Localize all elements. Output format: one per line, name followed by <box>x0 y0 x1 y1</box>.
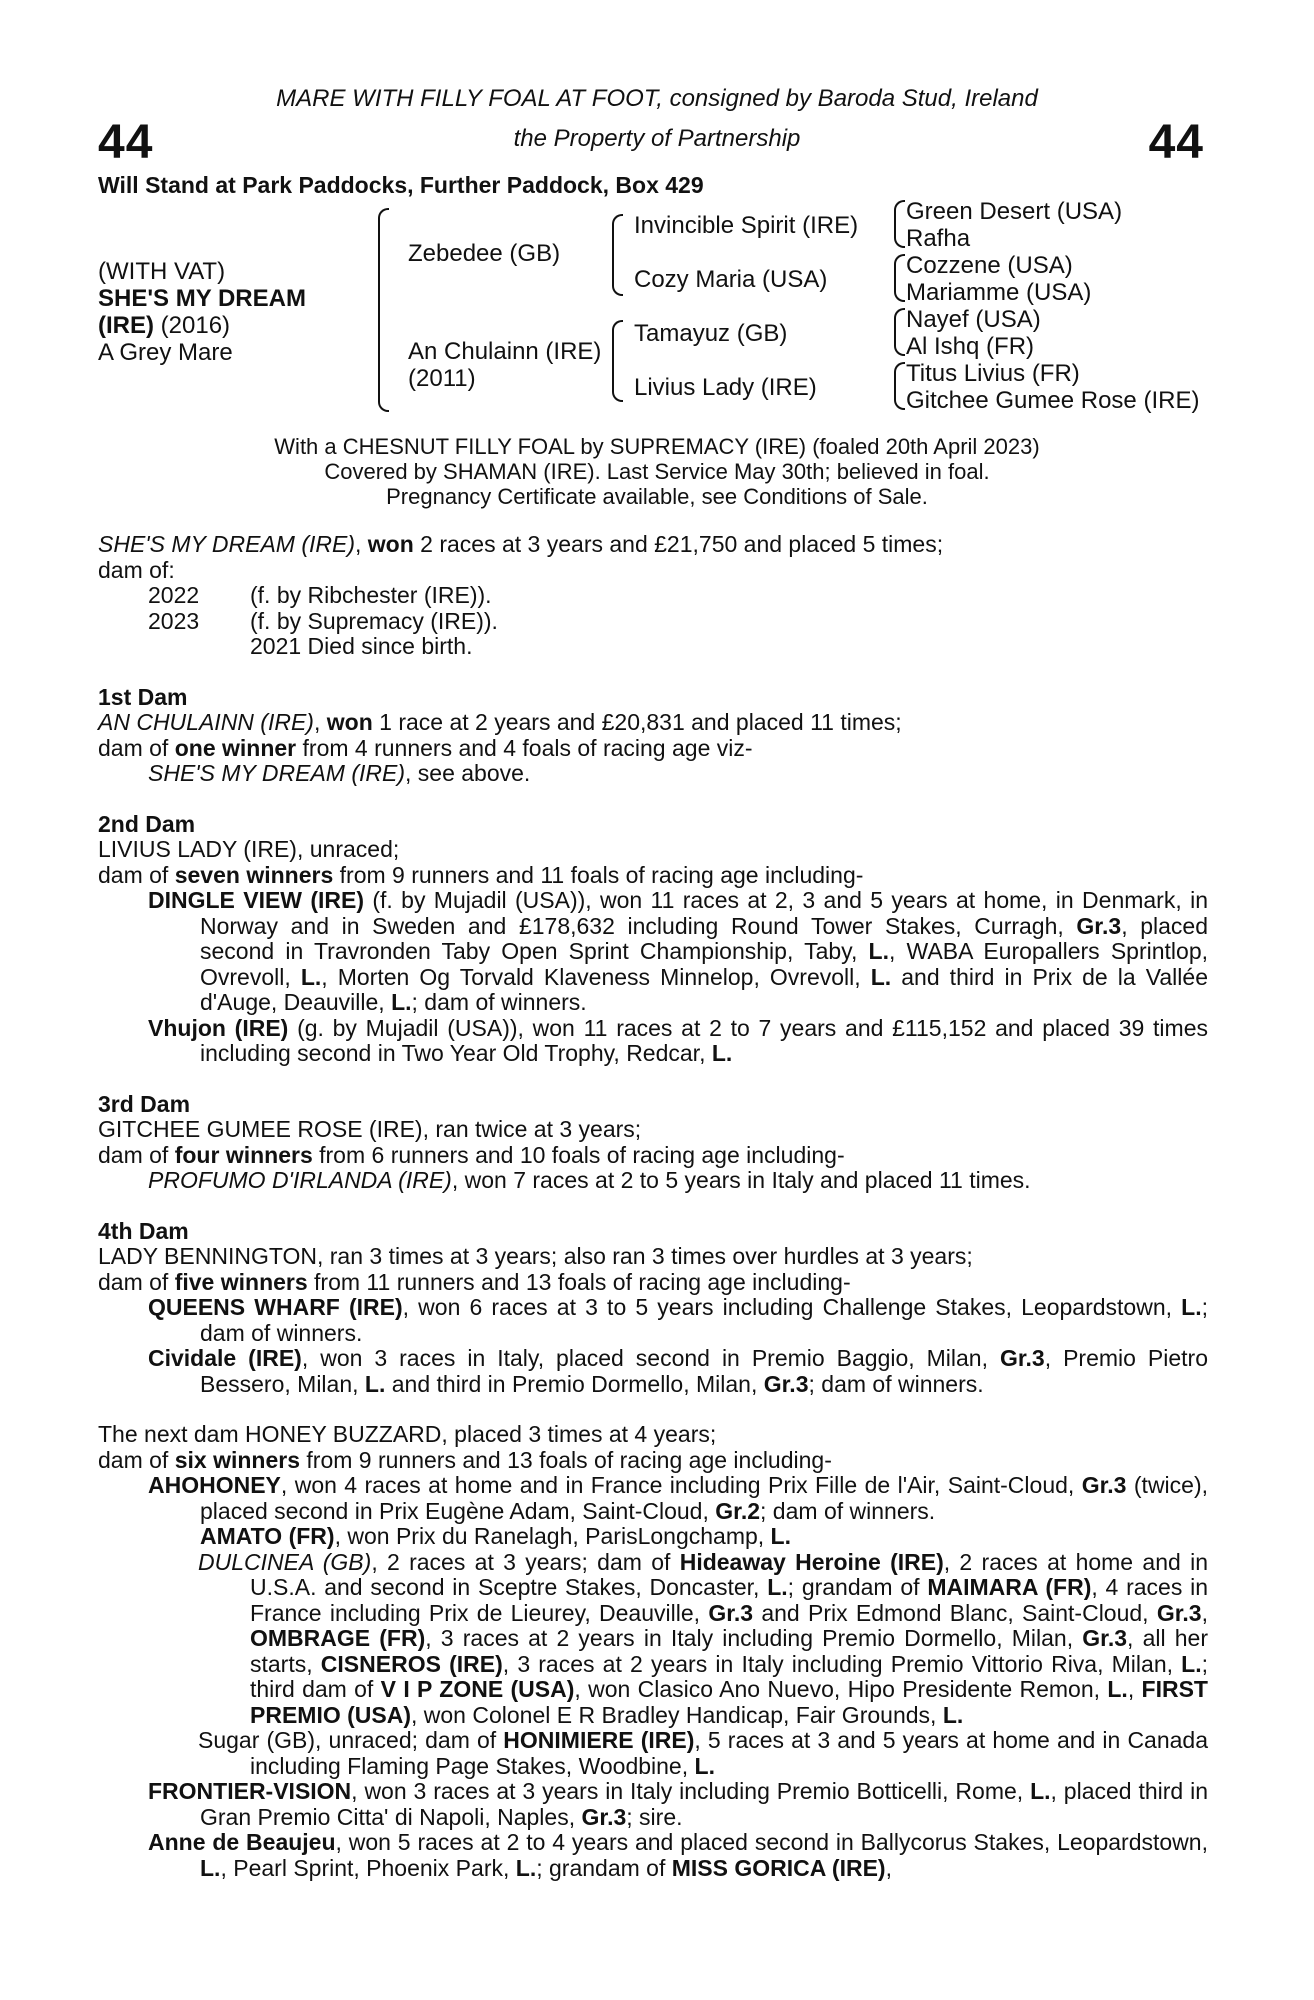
foals-table <box>148 583 498 660</box>
progeny-entry: Anne de Beaujeu, won 5 races at 2 to 4 years and placed second in Ballycorus Stakes, Leopardstown, L., Pearl Sprint, Phoenix Park, L.; grandam of MISS GORICA (IRE), <box>148 1829 1208 1881</box>
third-dam-title: 3rd Dam <box>98 1090 191 1117</box>
brace-ss <box>894 200 905 248</box>
progeny-entry: FRONTIER-VISION, won 3 races at 3 years in Italy including Premio Botticelli, Rome, L., placed third in Gran Premio Citta' di Napoli, Naples, Gr.3; sire. <box>148 1778 1208 1830</box>
progeny-entry: Vhujon (IRE) (g. by Mujadil (USA)), won 11 races at 2 to 7 years and £115,152 and placed 39 times including second in Two Year Old Trophy, Redcar, L. <box>148 1014 1208 1066</box>
progeny-entry: DINGLE VIEW (IRE) (f. by Mujadil (USA)), won 11 races at 2, 3 and 5 years at home, in Denmark, in Norway and in Sweden and £178,632 including Round Tower Stakes, Curragh, Gr.3, placed second in Travronden Taby Open Sprint Championship, Taby, L., WABA Europallers Sprintlop, Ovrevoll, L., Morten Og Torvald Klaveness Minnelop, Ovrevoll, L. and third in Prix de la Vallée d'Auge, Deauville, L.; dam of winners. <box>148 887 1209 1015</box>
first-dam-title: 1st Dam <box>98 683 188 710</box>
brace-gen1 <box>378 208 389 412</box>
sire-sire: Invincible Spirit (IRE) <box>634 212 859 239</box>
progeny-entry: DULCINEA (GB), 2 races at 3 years; dam of Hideaway Heroine (IRE), 2 races at home and in U.S.A. and second in Sceptre Stakes, Doncaster, L.; grandam of MAIMARA (FR), 4 races in France including Prix de Lieurey, Deauville, Gr.3 and Prix Edmond Blanc, Saint-Cloud, Gr.3, OMBRAGE (FR), 3 races at 2 years in Italy including Premio Dormello, Milan, Gr.3, all her starts, CISNEROS (IRE), 3 races at 2 years in Italy including Premio Vittorio Riva, Milan, L.; third dam of V I P ZONE (USA), won Clasico Ano Nuevo, Hipo Presidente Remon, L., FIRST PREMIO (USA), won Colonel E R Bradley Handicap, Fair Grounds, L. <box>198 1548 1209 1728</box>
third-dam-produce: dam of four winners from 6 runners and 10 foals of racing age including- <box>98 1141 845 1168</box>
dam-sire: Tamayuz (GB) <box>634 320 788 347</box>
certificate-line: Pregnancy Certificate available, see Conditions of Sale. <box>386 484 928 509</box>
sire: Zebedee (GB) <box>408 240 561 267</box>
sire-dam: Cozy Maria (USA) <box>634 266 828 293</box>
second-dam-produce: dam of seven winners from 9 runners and 11 foals of racing age including- <box>98 861 864 888</box>
dss: Nayef (USA) <box>906 306 1041 333</box>
brace-ds <box>894 308 905 356</box>
progeny-entry: Sugar (GB), unraced; dam of HONIMIERE (IRE), 5 races at 3 and 5 years at home and in Canada including Flaming Page Stakes, Woodbine, L. <box>198 1727 1209 1779</box>
dds: Titus Livius (FR) <box>906 360 1080 387</box>
cover-line: Covered by SHAMAN (IRE). Last Service May 30th; believed in foal. <box>324 459 990 484</box>
mare-record: SHE'S MY DREAM (IRE), won 2 races at 3 years and £21,750 and placed 5 times; <box>98 531 944 557</box>
next-dam-name: The next dam HONEY BUZZARD, placed 3 times at 4 years; <box>98 1421 717 1447</box>
sds: Cozzene (USA) <box>906 252 1073 279</box>
ssd: Rafha <box>906 225 971 252</box>
dsd: Al Ishq (FR) <box>906 333 1035 360</box>
horse-name: SHE'S MY DREAM <box>98 285 306 312</box>
first-dam-produce: dam of one winner from 4 runners and 4 foals of racing age viz- <box>98 734 753 761</box>
brace-dd <box>894 362 905 410</box>
foal-row: 2022 (f. by Ribchester (IRE)). <box>148 582 492 608</box>
horse-description: A Grey Mare <box>98 339 233 366</box>
progeny-entry: Cividale (IRE), won 3 races in Italy, placed second in Premio Baggio, Milan, Gr.3, Premio Pietro Bessero, Milan, L. and third in Premio Dormello, Milan, Gr.3; dam of winners. <box>148 1345 1208 1397</box>
brace-sd <box>894 254 905 302</box>
foal-info <box>0 434 1314 509</box>
consignment-line: MARE WITH FILLY FOAL AT FOOT, consigned by Baroda Stud, Ireland <box>276 85 1038 112</box>
pedigree-table <box>98 198 1218 428</box>
stand-location: Will Stand at Park Paddocks, Further Paddock, Box 429 <box>98 172 704 198</box>
horse-name-suffix: (IRE) (2016) <box>98 312 231 339</box>
next-dam-produce: dam of six winners from 9 runners and 13 foals of racing age including- <box>98 1446 832 1473</box>
foal-line: With a CHESNUT FILLY FOAL by SUPREMACY (IRE) (foaled 20th April 2023) <box>274 434 1040 459</box>
property-line: the Property of Partnership <box>513 125 801 152</box>
first-dam-progeny: SHE'S MY DREAM (IRE), see above. <box>148 760 531 786</box>
fourth-dam-name: LADY BENNINGTON, ran 3 times at 3 years; also ran 3 times over hurdles at 3 years; <box>98 1243 973 1269</box>
third-dam-name: GITCHEE GUMEE ROSE (IRE), ran twice at 3 years; <box>98 1116 642 1142</box>
sdd: Mariamme (USA) <box>906 279 1092 306</box>
mare-dam-of: dam of: <box>98 556 175 583</box>
dam-year: (2011) <box>408 365 476 392</box>
catalogue-body <box>98 532 1208 1881</box>
sss: Green Desert (USA) <box>906 198 1123 225</box>
vat-note: (WITH VAT) <box>98 258 226 285</box>
progeny-entry: QUEENS WHARF (IRE), won 6 races at 3 to 5 years including Challenge Stakes, Leopardstown, L.; dam of winners. <box>148 1294 1208 1346</box>
brace-dam <box>612 320 623 402</box>
brace-sire <box>612 214 623 296</box>
foal-row: 2021 Died since birth. <box>250 633 473 659</box>
progeny-entry: PROFUMO D'IRLANDA (IRE), won 7 races at 2 to 5 years in Italy and placed 11 times. <box>148 1167 1031 1193</box>
fourth-dam-produce: dam of five winners from 11 runners and 13 foals of racing age including- <box>98 1268 851 1295</box>
lot-number-right: 44 <box>1148 116 1204 169</box>
ddd: Gitchee Gumee Rose (IRE) <box>906 387 1200 414</box>
first-dam-record: AN CHULAINN (IRE), won 1 race at 2 years and £20,831 and placed 11 times; <box>98 709 902 735</box>
progeny-entry: AMATO (FR), won Prix du Ranelagh, ParisLongchamp, L. <box>200 1523 791 1549</box>
dam-dam: Livius Lady (IRE) <box>634 374 817 401</box>
progeny-entry: AHOHONEY, won 4 races at home and in France including Prix Fille de l'Air, Saint-Cloud, Gr.3 (twice), placed second in Prix Eugène Adam, Saint-Cloud, Gr.2; dam of winners. <box>148 1472 1209 1524</box>
foal-row: 2023 (f. by Supremacy (IRE)). <box>148 607 498 634</box>
dam: An Chulainn (IRE) <box>408 338 602 365</box>
lot-number-left: 44 <box>98 116 154 169</box>
fourth-dam-title: 4th Dam <box>98 1217 189 1244</box>
second-dam-title: 2nd Dam <box>98 810 196 837</box>
second-dam-name: LIVIUS LADY (IRE), unraced; <box>98 836 400 862</box>
